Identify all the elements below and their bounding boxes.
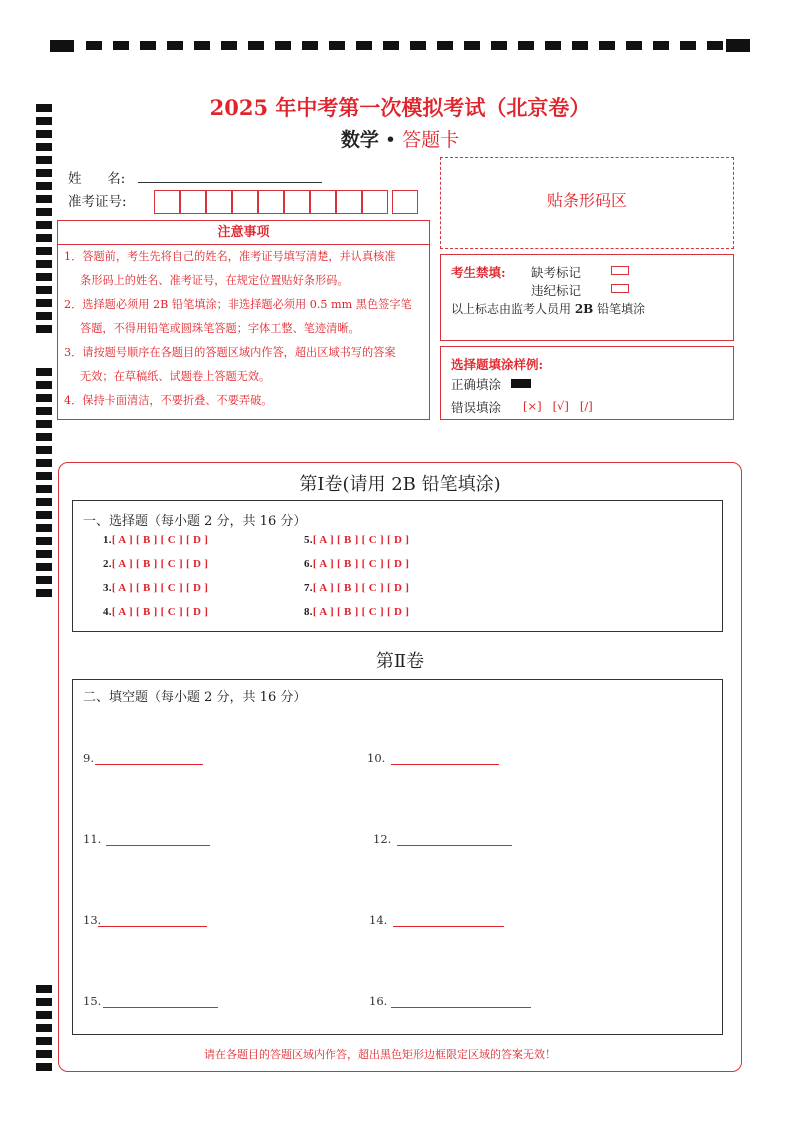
choice-row[interactable] <box>103 558 208 570</box>
timing-mark <box>36 394 52 402</box>
timing-mark <box>383 41 399 50</box>
timing-mark <box>36 537 52 545</box>
timing-mark <box>248 41 264 50</box>
question-number: 5. <box>304 534 313 546</box>
answer-blank[interactable] <box>103 1007 218 1008</box>
choice-row[interactable] <box>103 606 208 618</box>
timing-mark <box>545 41 561 50</box>
absent-label: 缺考标记 <box>531 265 582 280</box>
notice-line: 3．请按题号顺序在各题目的答题区域内作答，超出区域书写的答案 <box>64 346 396 359</box>
timing-mark <box>491 41 507 50</box>
timing-mark <box>726 39 750 52</box>
choice-row[interactable] <box>103 582 208 594</box>
subject-label: 数学 <box>340 129 379 151</box>
timing-mark <box>329 41 345 50</box>
timing-mark <box>36 381 52 389</box>
notice-line: 4．保持卡面清洁，不要折叠、不要弄破。 <box>64 394 273 407</box>
exam-id-cell[interactable] <box>310 190 336 214</box>
timing-mark <box>572 41 588 50</box>
blank-number: 11. <box>83 832 102 846</box>
discipline-title: 考生禁填: <box>451 265 506 280</box>
timing-mark <box>36 234 52 242</box>
exam-id-label: 准考证号: <box>68 194 127 210</box>
sample-title: 选择题填涂样例: <box>451 357 544 372</box>
choice-row[interactable] <box>304 534 409 546</box>
violation-label: 违纪标记 <box>531 283 582 298</box>
timing-mark <box>167 41 183 50</box>
footer-warning: 请在各题目的答题区域内作答，超出黑色矩形边框限定区域的答案无效！ <box>204 1048 556 1061</box>
timing-mark <box>36 985 52 993</box>
timing-mark <box>36 1024 52 1032</box>
notice-line: 2．选择题必须用 2B 铅笔填涂；非选择题必须用 0.5 mm 黑色签字笔 <box>64 298 412 311</box>
fill-blank-section-title: 二、填空题（每小题 2 分，共 16 分） <box>83 690 307 705</box>
question-number: 4. <box>103 606 112 618</box>
timing-mark <box>36 208 52 216</box>
answer-blank[interactable] <box>106 845 210 846</box>
blank-number: 13. <box>83 913 102 927</box>
subtitle-dot: • <box>384 129 397 151</box>
timing-mark <box>113 41 129 50</box>
exam-id-cell[interactable] <box>154 190 180 214</box>
timing-mark <box>302 41 318 50</box>
blank-number: 9. <box>83 751 94 765</box>
name-label: 姓 名: <box>68 171 126 187</box>
question-number: 2. <box>103 558 112 570</box>
choice-row[interactable] <box>304 606 409 618</box>
timing-mark <box>36 1037 52 1045</box>
choice-section-title: 一、选择题（每小题 2 分，共 16 分） <box>83 514 307 529</box>
correct-label: 正确填涂 <box>451 377 502 392</box>
timing-mark <box>36 511 52 519</box>
discipline-box <box>440 254 734 341</box>
part2-title: 第Ⅱ卷 <box>375 651 425 672</box>
question-number: 1. <box>103 534 112 546</box>
notice-box <box>57 220 430 420</box>
choice-row[interactable] <box>304 558 409 570</box>
page-title: 2025 年中考第一次模拟考试（北京卷） <box>209 95 591 120</box>
notice-line: 1．答题前，考生先将自己的姓名，准考证号填写清楚，并认真核准 <box>64 250 396 263</box>
timing-mark <box>36 368 52 376</box>
wrong-marks: [×] [√] [/] <box>523 399 593 413</box>
page-subtitle <box>0 125 800 152</box>
name-field[interactable] <box>138 182 322 183</box>
fill-blank-section <box>72 679 723 1035</box>
timing-mark <box>36 998 52 1006</box>
timing-mark <box>36 407 52 415</box>
barcode-area[interactable] <box>440 157 734 249</box>
exam-id-cell[interactable] <box>206 190 232 214</box>
timing-mark <box>36 1011 52 1019</box>
timing-mark <box>36 260 52 268</box>
barcode-label: 贴条形码区 <box>546 191 627 210</box>
blank-number: 12. <box>373 832 392 846</box>
answer-blank[interactable] <box>391 1007 531 1008</box>
discipline-note-prefix: 以上标志由监考人员用 <box>451 302 575 316</box>
timing-mark <box>36 446 52 454</box>
timing-mark <box>410 41 426 50</box>
wrong-label: 错误填涂 <box>451 400 502 415</box>
discipline-note <box>451 300 645 317</box>
choice-options[interactable]: [ A ] [ B ] [ C ] [ D ] <box>111 558 209 570</box>
answer-blank[interactable] <box>393 926 504 927</box>
exam-id-cell[interactable] <box>232 190 258 214</box>
answer-blank[interactable] <box>95 764 203 765</box>
notice-line: 条形码上的姓名、准考证号，在规定位置贴好条形码。 <box>80 274 349 287</box>
timing-mark <box>86 41 102 50</box>
timing-mark <box>653 41 669 50</box>
timing-mark <box>36 1063 52 1071</box>
timing-mark <box>36 195 52 203</box>
question-number: 7. <box>304 582 313 594</box>
violation-mark-box[interactable] <box>611 284 629 293</box>
timing-mark <box>464 41 480 50</box>
blank-number: 10. <box>367 751 386 765</box>
choice-options[interactable]: [ A ] [ B ] [ C ] [ D ] <box>111 534 209 546</box>
timing-mark <box>221 41 237 50</box>
question-number: 6. <box>304 558 313 570</box>
sample-box <box>440 346 734 420</box>
timing-mark <box>36 169 52 177</box>
exam-id-cell[interactable] <box>392 190 418 214</box>
part1-title: 第Ⅰ卷(请用 2B 铅笔填涂) <box>299 474 501 495</box>
choice-options[interactable]: [ A ] [ B ] [ C ] [ D ] <box>312 582 410 594</box>
choice-section <box>72 500 723 632</box>
timing-mark <box>356 41 372 50</box>
timing-mark <box>518 41 534 50</box>
timing-mark <box>36 273 52 281</box>
correct-fill-sample <box>511 379 531 388</box>
timing-mark <box>36 325 52 333</box>
choice-options[interactable]: [ A ] [ B ] [ C ] [ D ] <box>312 534 410 546</box>
timing-mark <box>626 41 642 50</box>
timing-mark <box>680 41 696 50</box>
timing-mark <box>50 40 74 52</box>
exam-id-cell[interactable] <box>284 190 310 214</box>
exam-id-cell[interactable] <box>258 190 284 214</box>
blank-number: 14. <box>369 913 388 927</box>
notice-line: 答题，不得用铅笔或圆珠笔答题；字体工整、笔迹清晰。 <box>80 322 360 335</box>
timing-mark <box>36 247 52 255</box>
answer-card-label: 答题卡 <box>402 129 460 151</box>
blank-number: 15. <box>83 994 102 1008</box>
timing-mark <box>194 41 210 50</box>
answer-blank[interactable] <box>98 926 207 927</box>
notice-list <box>64 245 425 413</box>
absent-mark-box[interactable] <box>611 266 629 275</box>
timing-mark <box>140 41 156 50</box>
timing-mark <box>707 41 723 50</box>
answer-blank[interactable] <box>391 764 499 765</box>
timing-mark <box>36 420 52 428</box>
choice-options[interactable]: [ A ] [ B ] [ C ] [ D ] <box>312 558 410 570</box>
timing-mark <box>36 589 52 597</box>
choice-options[interactable]: [ A ] [ B ] [ C ] [ D ] <box>111 582 209 594</box>
choice-row[interactable] <box>103 534 208 546</box>
choice-row[interactable] <box>304 582 409 594</box>
timing-mark <box>36 498 52 506</box>
answer-blank[interactable] <box>397 845 512 846</box>
exam-id-cell[interactable] <box>336 190 362 214</box>
timing-mark <box>36 156 52 164</box>
exam-id-cell[interactable] <box>362 190 388 214</box>
choice-options[interactable]: [ A ] [ B ] [ C ] [ D ] <box>312 606 410 618</box>
timing-mark <box>36 221 52 229</box>
choice-options[interactable]: [ A ] [ B ] [ C ] [ D ] <box>111 606 209 618</box>
timing-mark <box>437 41 453 50</box>
blank-number: 16. <box>369 994 388 1008</box>
timing-mark <box>36 433 52 441</box>
notice-title: 注意事项 <box>58 221 429 245</box>
discipline-note-suffix: 铅笔填涂 <box>593 302 646 316</box>
question-number: 8. <box>304 606 313 618</box>
discipline-note-bold: 2B <box>574 302 594 316</box>
timing-mark <box>275 41 291 50</box>
timing-mark <box>36 182 52 190</box>
question-number: 3. <box>103 582 112 594</box>
timing-mark <box>36 459 52 467</box>
timing-mark <box>36 312 52 320</box>
timing-mark <box>36 299 52 307</box>
timing-mark <box>36 524 52 532</box>
timing-mark <box>36 550 52 558</box>
timing-mark <box>36 286 52 294</box>
exam-id-cell[interactable] <box>180 190 206 214</box>
timing-mark <box>36 576 52 584</box>
timing-mark <box>36 563 52 571</box>
notice-line: 无效；在草稿纸、试题卷上答题无效。 <box>80 370 271 383</box>
timing-mark <box>599 41 615 50</box>
